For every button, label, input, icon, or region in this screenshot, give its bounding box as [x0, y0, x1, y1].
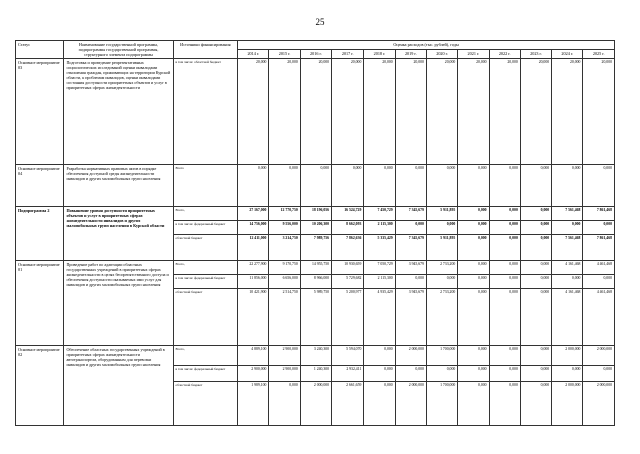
value-cell: 5 335,429: [364, 235, 395, 261]
value-cell: 0,000: [364, 366, 395, 382]
value-cell: 0,000: [520, 235, 551, 261]
source-cell: Всего,: [173, 346, 238, 366]
page-number: 25: [315, 17, 325, 27]
value-cell: 0,000: [458, 165, 489, 207]
name-cell: Разработка нормативных правовых актов в порядке обеспечения доступной среды жизнедеятельности инвалидов и других маломобильных групп населения: [64, 165, 173, 207]
value-cell: 20,000: [332, 59, 364, 165]
value-cell: 0,000: [364, 346, 395, 366]
value-cell: 0,000: [489, 366, 520, 382]
table-row: [16, 165, 615, 207]
value-cell: 14 955,750: [300, 261, 331, 275]
value-cell: 0,000: [583, 366, 615, 382]
value-cell: 4 461,468: [583, 261, 615, 275]
value-cell: 7 345,679: [395, 207, 426, 221]
value-cell: 0,000: [520, 261, 551, 275]
value-cell: 0,000: [458, 366, 489, 382]
value-cell: 2 733,200: [426, 289, 457, 346]
value-cell: 0,000: [332, 165, 364, 207]
value-cell: 0,000: [395, 275, 426, 289]
value-cell: 0,000: [426, 275, 457, 289]
value-cell: 7 450,729: [364, 207, 395, 221]
value-cell: 4 461,468: [583, 289, 615, 346]
status-cell: Основное мероприятие 02: [16, 346, 64, 426]
table-row: [16, 207, 615, 221]
value-cell: 0,000: [583, 275, 615, 289]
value-cell: 0,000: [269, 382, 300, 426]
value-cell: 20,000: [395, 59, 426, 165]
value-cell: 0,000: [552, 366, 583, 382]
value-cell: 5 729,682: [332, 275, 364, 289]
value-cell: 0,000: [426, 366, 457, 382]
value-cell: 2 000,000: [395, 382, 426, 426]
header-year: 2019 г.: [395, 50, 426, 59]
value-cell: 7 561,468: [552, 207, 583, 221]
value-cell: 20,000: [364, 59, 395, 165]
status-cell: Основное мероприятие 03: [16, 59, 64, 165]
value-cell: 0,000: [238, 165, 269, 207]
value-cell: 0,000: [458, 235, 489, 261]
expenditure-table: [15, 40, 615, 426]
value-cell: 0,000: [395, 165, 426, 207]
value-cell: 4 889,100: [238, 346, 269, 366]
value-cell: 2 000,000: [583, 346, 615, 366]
value-cell: 5 911,895: [426, 235, 457, 261]
value-cell: 2 000,000: [552, 382, 583, 426]
value-cell: 5 200,977: [332, 289, 364, 346]
header-estimate: Оценка расходов (тыс. рублей), годы: [238, 41, 615, 50]
source-cell: Всего: [173, 165, 238, 207]
name-cell: Подготовка и проведение репрезентативных социологических исследований оценки инвалидами отношения граждан, проживающих на территории Курской области, к проблемам инвалидов, оценки инвалидами состояния доступности приоритетных объектов и услуг в приоритетных сферах жизнедеятельности: [64, 59, 173, 165]
value-cell: 0,000: [520, 207, 551, 221]
value-cell: 0,000: [395, 366, 426, 382]
value-cell: 0,000: [426, 221, 457, 235]
value-cell: 1 700,000: [426, 382, 457, 426]
value-cell: 2 115,300: [364, 275, 395, 289]
value-cell: 7 345,679: [395, 235, 426, 261]
value-cell: 0,000: [458, 221, 489, 235]
value-cell: 1 700,000: [426, 346, 457, 366]
source-cell: в том числе: областной бюджет: [173, 59, 238, 165]
value-cell: 0,000: [489, 382, 520, 426]
value-cell: 12 411,000: [238, 235, 269, 261]
value-cell: 1 240,300: [300, 366, 331, 382]
value-cell: 20,000: [458, 59, 489, 165]
source-cell: областной бюджет: [173, 289, 238, 346]
value-cell: 4 161,468: [552, 261, 583, 275]
value-cell: 9 170,750: [269, 261, 300, 275]
source-cell: областной бюджет: [173, 382, 238, 426]
value-cell: 0,000: [269, 165, 300, 207]
value-cell: 7 861,468: [583, 235, 615, 261]
header-year: 2017 г.: [332, 50, 364, 59]
value-cell: 20,000: [583, 59, 615, 165]
table-header: [16, 41, 615, 59]
value-cell: 14 756,000: [238, 221, 269, 235]
value-cell: 8 966,000: [300, 275, 331, 289]
header-status: Статус: [16, 41, 64, 59]
value-cell: 0,000: [520, 346, 551, 366]
name-cell: Обеспечение областных государственных учреждений в приоритетных сферах жизнедеятельности автотранспортом, оборудованным для перевозки инвалидов и других маломобильных групп населения: [64, 346, 173, 426]
value-cell: 0,000: [458, 382, 489, 426]
value-cell: 2 932,411: [332, 366, 364, 382]
status-cell: Основное мероприятие 01: [16, 261, 64, 346]
value-cell: 2 900,000: [269, 346, 300, 366]
value-cell: 2 000,000: [395, 346, 426, 366]
value-cell: 22 277,900: [238, 261, 269, 275]
value-cell: 2 900,000: [238, 366, 269, 382]
value-cell: 0,000: [300, 165, 331, 207]
header-year: 2018 г.: [364, 50, 395, 59]
value-cell: 0,000: [583, 221, 615, 235]
header-year: 2015 г.: [269, 50, 300, 59]
header-year: 2016 г.: [300, 50, 331, 59]
table-row: [16, 261, 615, 275]
source-cell: Всего,: [173, 207, 238, 221]
value-cell: 12 770,750: [269, 207, 300, 221]
value-cell: 7 861,468: [583, 207, 615, 221]
value-cell: 0,000: [426, 165, 457, 207]
value-cell: 2 733,200: [426, 261, 457, 275]
value-cell: 5 911,895: [426, 207, 457, 221]
name-cell: Проведение работ по адаптации областных государственных учреждений в приоритетных сферах жизнедеятельности в целях беспрепятственного доступа и обеспечения доступности оказываемых ими услуг для инвалидов и других маломобильных групп населения: [64, 261, 173, 346]
value-cell: 3 214,750: [269, 235, 300, 261]
value-cell: 0,000: [458, 346, 489, 366]
value-cell: 20,000: [489, 59, 520, 165]
value-cell: 0,000: [458, 261, 489, 275]
value-cell: 0,000: [520, 382, 551, 426]
table-row: [16, 346, 615, 366]
name-cell: Повышение уровня доступности приоритетных объектов и услуг в приоритетных сферах жизнедеятельности инвалидов и других маломобильных групп населения в Курской области: [64, 207, 173, 261]
value-cell: 0,000: [552, 275, 583, 289]
source-cell: в том числе: федеральный бюджет: [173, 366, 238, 382]
value-cell: 2 115,300: [364, 221, 395, 235]
value-cell: 0,000: [552, 221, 583, 235]
header-year: 2022 г.: [489, 50, 520, 59]
table-row: [16, 59, 615, 165]
value-cell: 2 514,750: [269, 289, 300, 346]
value-cell: 2 661,659: [332, 382, 364, 426]
value-cell: 2 000,000: [552, 346, 583, 366]
value-cell: 0,000: [458, 289, 489, 346]
header-year: 2020 г.: [426, 50, 457, 59]
status-cell: Подпрограмма 2: [16, 207, 64, 261]
value-cell: 4 161,468: [552, 289, 583, 346]
value-cell: 3 945,679: [395, 261, 426, 275]
value-cell: 0,000: [489, 261, 520, 275]
value-cell: 27 167,000: [238, 207, 269, 221]
value-cell: 0,000: [489, 289, 520, 346]
value-cell: 7 561,468: [552, 235, 583, 261]
value-cell: 0,000: [489, 235, 520, 261]
value-cell: 7 050,729: [364, 261, 395, 275]
value-cell: 0,000: [520, 275, 551, 289]
header-name: Наименование государственной программы, подпрограммы государственной программы, структурного элемента подпрограммы: [64, 41, 173, 59]
table-body: [16, 59, 615, 426]
value-cell: 0,000: [520, 366, 551, 382]
value-cell: 2 900,000: [269, 366, 300, 382]
header-year: 2024 г.: [552, 50, 583, 59]
value-cell: 0,000: [520, 221, 551, 235]
status-cell: Основное мероприятие 04: [16, 165, 64, 207]
value-cell: 1 989,100: [238, 382, 269, 426]
value-cell: 18 196,056: [300, 207, 331, 221]
value-cell: 0,000: [489, 275, 520, 289]
value-cell: 0,000: [520, 289, 551, 346]
header-year: 2025 г.: [583, 50, 615, 59]
value-cell: 0,000: [489, 207, 520, 221]
value-cell: 20,000: [552, 59, 583, 165]
value-cell: 0,000: [552, 165, 583, 207]
value-cell: 5 594,070: [332, 346, 364, 366]
value-cell: 20,000: [520, 59, 551, 165]
header-year: 2021 г.: [458, 50, 489, 59]
value-cell: 2 000,000: [583, 382, 615, 426]
value-cell: 0,000: [395, 221, 426, 235]
value-cell: 8 662,093: [332, 221, 364, 235]
value-cell: 20,000: [426, 59, 457, 165]
value-cell: 0,000: [364, 382, 395, 426]
value-cell: 7 989,756: [300, 235, 331, 261]
value-cell: 20,000: [300, 59, 331, 165]
value-cell: 9 556,000: [269, 221, 300, 235]
value-cell: 0,000: [489, 221, 520, 235]
value-cell: 11 856,000: [238, 275, 269, 289]
source-cell: в том числе: федеральный бюджет: [173, 275, 238, 289]
source-cell: в том числе: федеральный бюджет: [173, 221, 238, 235]
value-cell: 0,000: [458, 207, 489, 221]
value-cell: 0,000: [364, 165, 395, 207]
value-cell: 0,000: [520, 165, 551, 207]
value-cell: 10 206,300: [300, 221, 331, 235]
value-cell: 0,000: [458, 275, 489, 289]
value-cell: 10 930,659: [332, 261, 364, 275]
value-cell: 3 240,300: [300, 346, 331, 366]
value-cell: 0,000: [489, 346, 520, 366]
value-cell: 2 000,000: [300, 382, 331, 426]
source-cell: Всего,: [173, 261, 238, 275]
value-cell: 20,000: [269, 59, 300, 165]
value-cell: 3 945,679: [395, 289, 426, 346]
header-year: 2023 г.: [520, 50, 551, 59]
source-cell: областной бюджет: [173, 235, 238, 261]
value-cell: 0,000: [489, 165, 520, 207]
value-cell: 10 421,900: [238, 289, 269, 346]
value-cell: 5 989,750: [300, 289, 331, 346]
value-cell: 16 524,729: [332, 207, 364, 221]
header-year: 2014 г.: [238, 50, 269, 59]
value-cell: 20,000: [238, 59, 269, 165]
value-cell: 0,000: [583, 165, 615, 207]
header-sources: Источники финансирования: [173, 41, 238, 59]
value-cell: 7 862,636: [332, 235, 364, 261]
value-cell: 6 656,000: [269, 275, 300, 289]
value-cell: 4 935,429: [364, 289, 395, 346]
